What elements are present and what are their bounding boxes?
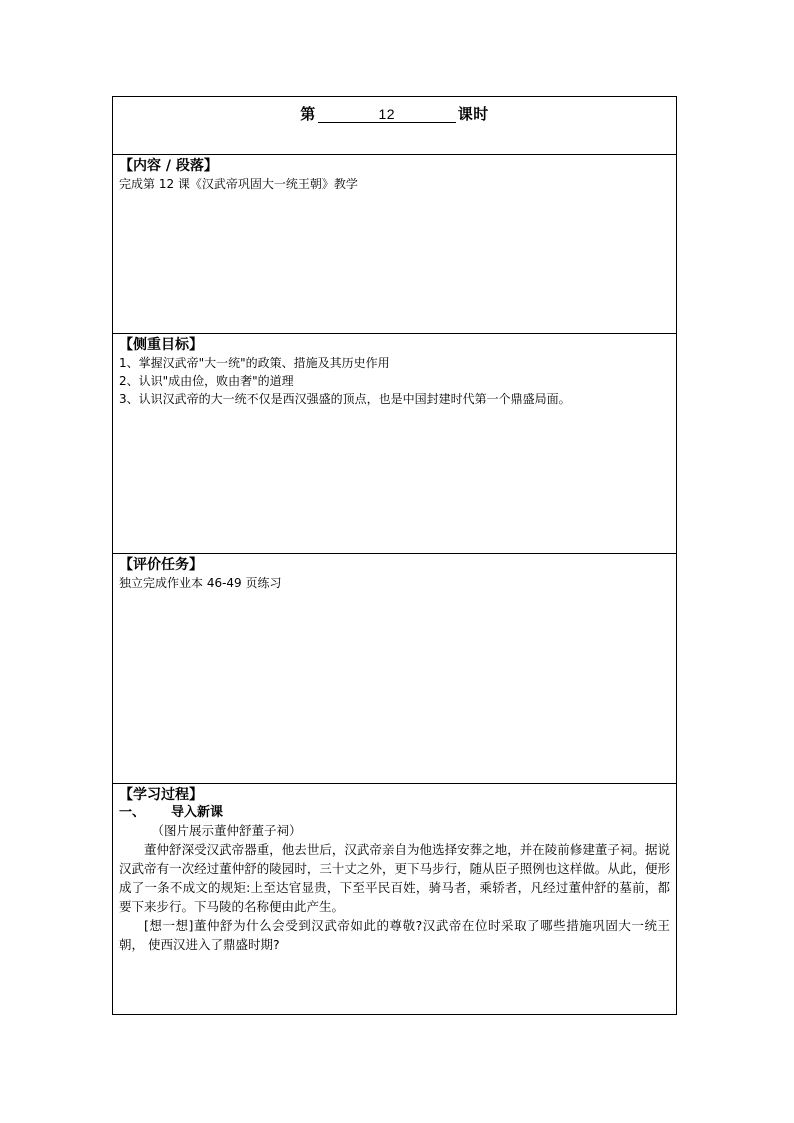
lesson-plan-table (112, 96, 677, 1015)
lesson-number: 12 (318, 107, 456, 123)
title-prefix: 第 (300, 105, 316, 123)
process-heading: 【学习过程】 (119, 787, 203, 803)
title-suffix: 课时 (457, 105, 489, 123)
section-title: 导入新课 (171, 805, 224, 820)
think-question: [想一想]董仲舒为什么会受到汉武帝如此的尊敬?汉武帝在位时采取了哪些措施巩固大一统王朝， 使西汉进入了鼎盛时期? (119, 918, 670, 952)
content-cell (113, 155, 676, 334)
task-text: 独立完成作业本 46-49 页练习 (119, 576, 282, 590)
goal-item: 3、认识汉武帝的大一统不仅是西汉强盛的顶点，也是中国封建时代第一个鼎盛局面。 (119, 392, 571, 406)
goals-cell (113, 334, 676, 554)
image-note: （图片展示董仲舒董子祠） (151, 823, 302, 838)
goals-heading: 【侧重目标】 (119, 337, 203, 353)
content-heading: 【内容 / 段落】 (119, 158, 218, 174)
section-number: 一、 (119, 805, 146, 820)
story-paragraph: 董仲舒深受汉武帝器重，他去世后，汉武帝亲自为他选择安葬之地，并在陵前修建董子祠。据说汉武帝有一次经过董仲舒的陵园时，三十丈之外，更下马步行，随从臣子照例也这样做。从此，便形成了一条不成文的规矩:上至达官显贵，下至平民百姓，骑马者，乘轿者，凡经过董仲舒的墓前，都要下来步行。下马陵的名称便由此产生。 (119, 842, 670, 914)
title-cell (113, 97, 676, 155)
goal-item: 2、认识"成由俭，败由奢"的道理 (119, 374, 294, 388)
task-cell (113, 554, 676, 784)
goal-item: 1、掌握汉武帝"大一统"的政策、措施及其历史作用 (119, 356, 390, 370)
lesson-title (119, 98, 670, 124)
process-cell (113, 784, 676, 1014)
task-heading: 【评价任务】 (119, 557, 203, 573)
section-heading (119, 804, 670, 821)
content-text: 完成第 12 课《汉武帝巩固大一统王朝》教学 (119, 177, 358, 191)
